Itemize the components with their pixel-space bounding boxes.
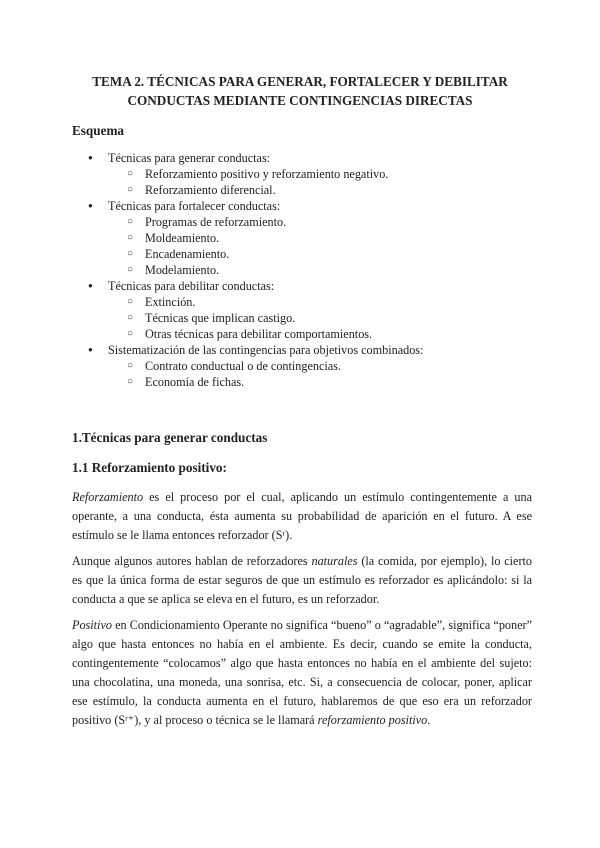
outline-item: ● Técnicas para generar conductas: xyxy=(0,150,600,166)
outline-subitem: ○ Modelamiento. xyxy=(0,262,600,278)
outline-item: ● Técnicas para debilitar conductas: xyxy=(0,278,600,294)
term-emphasis: Positivo xyxy=(72,618,112,632)
outline-list xyxy=(0,150,600,390)
outline-subitem: ○ Economía de fichas. xyxy=(0,374,600,390)
outline-subitem: ○ Técnicas que implican castigo. xyxy=(0,310,600,326)
paragraph-text: (la comida, por ejemplo), lo cierto es que la única forma de estar seguros de que un estímulo es reforzador es aplicándolo: si la conducta a que se aplica se eleva en el futuro, es un reforzador. xyxy=(72,554,533,606)
esquema-heading: Esquema xyxy=(72,123,125,138)
subsection-heading: 1.1 Reforzamiento positivo: xyxy=(72,460,227,475)
outline-subitem: ○ Reforzamiento positivo y reforzamiento negativo. xyxy=(0,166,600,182)
outline-subitem: ○ Contrato conductual o de contingencias. xyxy=(0,358,600,374)
paragraph-text: en Condicionamiento Operante no significa “bueno” o “agradable”, significa “poner” algo que hasta entonces no había en el ambiente. Es decir, cuando se emite la conducta, contingentemente “colocamos” algo que hasta entonces no había en el ambiente del sujeto: una chocolatina, una moneda, una sonrisa, etc. Si, a consecuencia de colocar, poner, aplicar ese estímulo, la conducta aumenta en el futuro, hablaremos de que eso era un reforzador positivo (Sʳ⁺), y al proceso o técnica se le llamará xyxy=(72,618,532,727)
term-emphasis: naturales xyxy=(311,554,358,568)
term-emphasis: Reforzamiento xyxy=(72,490,144,504)
term-emphasis: reforzamiento positivo xyxy=(317,713,428,727)
outline-subitem: ○ Encadenamiento. xyxy=(0,246,600,262)
paragraph-naturales xyxy=(72,552,532,609)
outline-item: ● Técnicas para fortalecer conductas: xyxy=(0,198,600,214)
outline-item: ● Sistematización de las contingencias para objetivos combinados: xyxy=(0,342,600,358)
paragraph-reforzamiento xyxy=(72,488,532,545)
outline-subitem: ○ Reforzamiento diferencial. xyxy=(0,182,600,198)
paragraph-text: Aunque algunos autores hablan de reforzadores xyxy=(72,554,312,568)
outline-subitem: ○ Programas de reforzamiento. xyxy=(0,214,600,230)
section-heading: 1.Técnicas para generar conductas xyxy=(72,430,268,445)
outline-subitem: ○ Otras técnicas para debilitar comportamientos. xyxy=(0,326,600,342)
paragraph-text: . xyxy=(427,713,431,727)
paragraph-positivo xyxy=(72,616,532,730)
outline-subitem: ○ Extinción. xyxy=(0,294,600,310)
paragraph-text: es el proceso por el cual, aplicando un estímulo contingentemente a una operante, a una conducta, ésta aumenta su probabilidad de aparición en el futuro. A ese estímulo se le llama entonces reforzador (Sʳ). xyxy=(72,490,532,542)
document-title: TEMA 2. TÉCNICAS PARA GENERAR, FORTALECER Y DEBILITAR CONDUCTAS MEDIANTE CONTINGENCIAS DIRECTAS xyxy=(92,74,508,108)
outline-subitem: ○ Moldeamiento. xyxy=(0,230,600,246)
